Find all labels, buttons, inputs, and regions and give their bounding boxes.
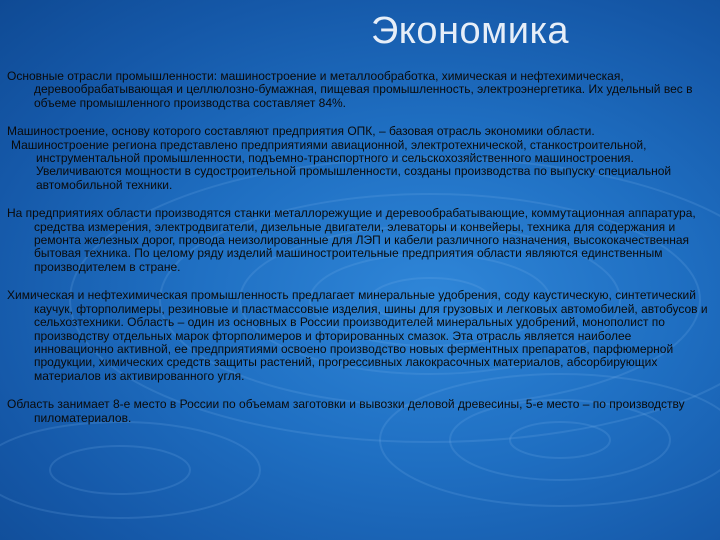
slide-body [7,70,713,440]
paragraph-chemical-industry: Химическая и нефтехимическая промышленность предлагает минеральные удобрения, соду каустическую, синтетический каучук, фторполимеры, резиновые и пластмассовые изделия, шины для грузовых и легковых автомобилей, автобусов и сельхозтехники. Область – один из основных в России производителей минеральных удобрений, монополист по производству отдельных марок фторполимеров и фторированных смазок. Эта отрасль является наиболее инновационно активной, ее предприятиями освоено производство новых ферментных препаратов, парфюмерной продукции, химических средств защиты растений, прогрессивных лакокрасочных материалов, абсорбирующих материалов из активированного угля. [7,288,708,383]
paragraph-main-industries: Основные отрасли промышленности: машиностроение и металлообработка, химическая и нефтехимическая, деревообрабатывающая и целлюлозно-бумажная, пищевая промышленность, электроэнергетика. Их удельный вес в объеме промышленного производства составляет 84%. [7,69,693,110]
paragraph-products: На предприятиях области производятся станки металлорежущие и деревообрабатывающие, коммутационная аппаратура, средства измерения, электродвигатели, дизельные двигатели, элеваторы и конвейеры, техника для содержания и ремонта железных дорог, провода неизолированные для ЛЭП и кабели различного назначения, высококачественная бытовая техника. По целому ряду изделий машиностроительные предприятия области являются единственным производителем в стране. [7,206,696,274]
slide-title-text: Экономика [370,10,570,52]
slide-title [0,10,720,53]
paragraph-timber: Область занимает 8-е место в России по объемам заготовки и вывозки деловой древесины, 5-е место – по производству пиломатериалов. [7,397,685,425]
paragraph-machine-building-base: Машиностроение, основу которого составляют предприятия ОПК, – базовая отрасль экономики области. [7,124,595,139]
paragraph-machine-building-region: Машиностроение региона представлено предприятиями авиационной, электротехнической, станкостроительной, инструментальной промышленности, подъемно-транспортного и сельскохозяйственного машиностроения. Увеличиваются мощности в судостроительной промышленности, созданы производства по выпуску специальной автомобильной техники. [11,137,672,192]
